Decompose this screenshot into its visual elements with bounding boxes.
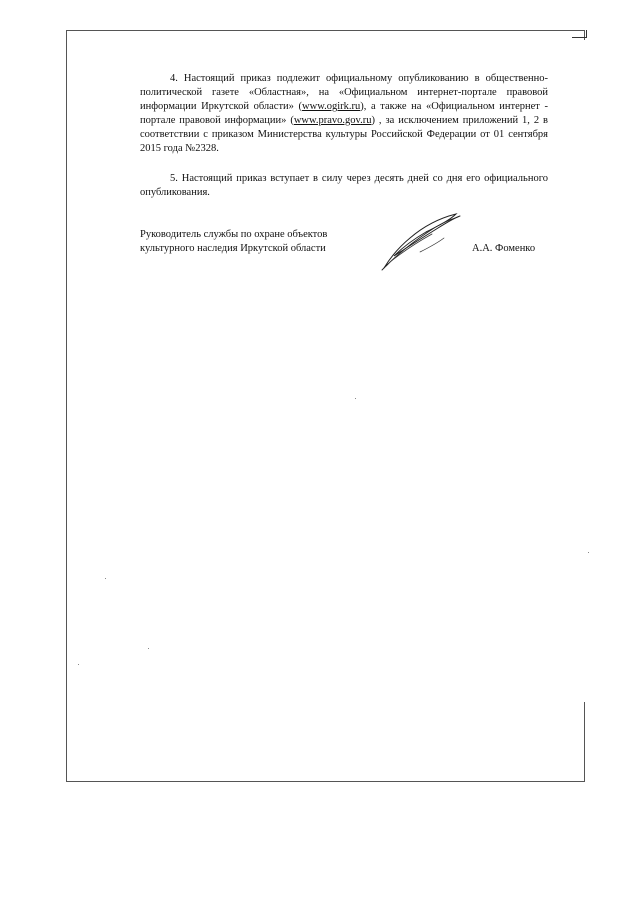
- paragraph-4-text-a: 4. Настоящий приказ подлежит официальному опубликованию в общественно-политической газете «Областная», на «Официальном интернет-портале правовой информации Иркутской области» (: [140, 73, 548, 112]
- scan-speck: [588, 552, 589, 553]
- ogirk-link[interactable]: www.ogirk.ru: [302, 101, 361, 112]
- paragraph-4-text-b: ), а также на «Официальном интернет - портале правовой информации» (: [140, 101, 548, 126]
- signer-position-line-1: Руководитель службы по охране объектов: [140, 229, 328, 240]
- paragraph-4: [140, 72, 548, 156]
- handwritten-signature: [380, 208, 462, 272]
- scan-speck: [78, 664, 79, 665]
- scan-speck: [148, 648, 149, 649]
- signer-position-line-2: культурного наследия Иркутской области: [140, 243, 326, 254]
- paragraph-5-text: 5. Настоящий приказ вступает в силу через десять дней со дня его официального опубликования.: [140, 173, 548, 198]
- corner-mark: [572, 30, 587, 38]
- signer-position: [140, 228, 327, 256]
- scan-speck: [355, 398, 356, 399]
- signer-name: А.А. Фоменко: [472, 243, 536, 254]
- paragraph-5: [140, 172, 548, 200]
- paragraph-4-text-c: ) , за исключением приложений 1, 2 в соответствии с приказом Министерства культуры Российской Федерации от 01 сентября 2015 года №2328.: [140, 115, 548, 154]
- page-border-right-bottom: [584, 702, 585, 782]
- pravo-link[interactable]: www.pravo.gov.ru: [293, 115, 372, 126]
- scan-speck: [105, 578, 106, 579]
